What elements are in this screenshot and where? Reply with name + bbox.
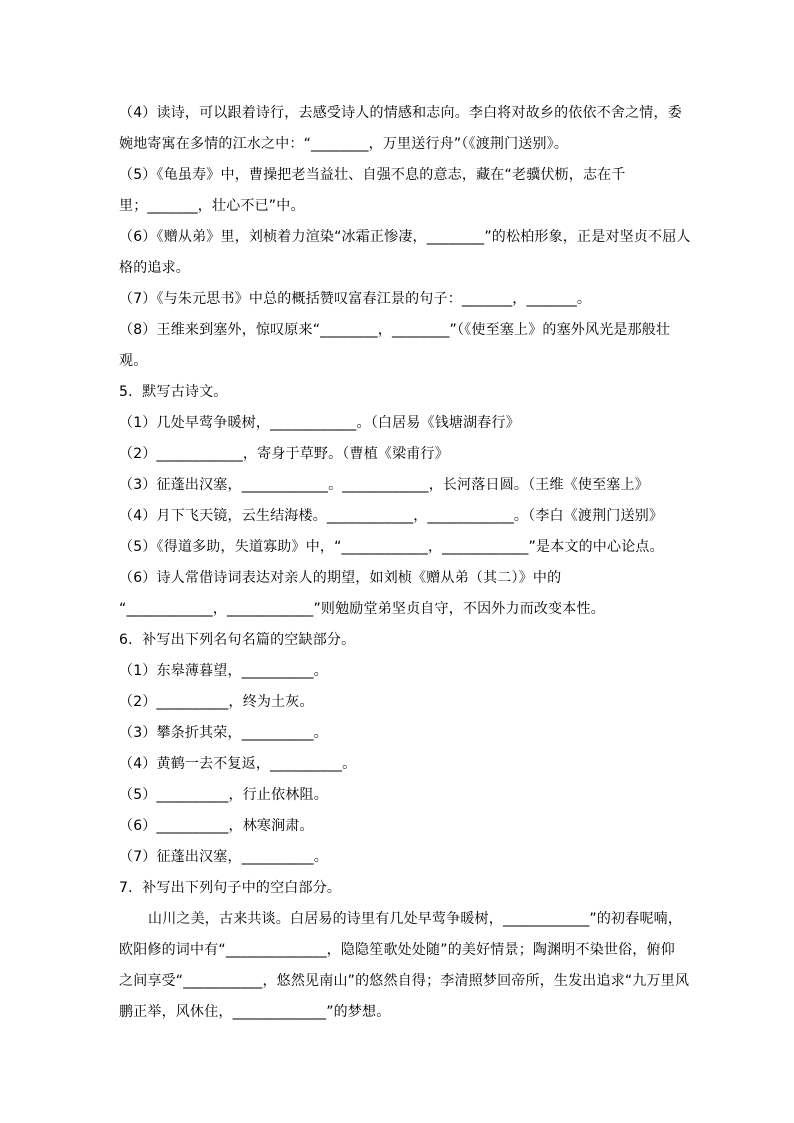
text-line: （2）__________，终为土灰。 [119, 694, 314, 710]
text-line: （5）__________，行止依林阻。 [119, 787, 328, 803]
text-line: （3）攀条折其荣，__________。 [119, 725, 328, 741]
text-line: （7）征蓬出汉塞，__________。 [119, 849, 328, 865]
text-line: （4）月下飞天镜，云生结海楼。____________，____________。（李白《渡荆门送别》 [119, 508, 664, 524]
text-line: （1）几处早莺争暖树，____________。（白居易《钱塘湖春行》 [119, 415, 520, 431]
text-line: 欧阳修的词中有“______________，隐隐笙歌处处随”的美好情景；陶渊明不染世俗，俯仰 [119, 942, 675, 958]
question-heading: 5．默写古诗文。 [119, 384, 228, 400]
paragraph-first-line: 山川之美，古来共谈。白居易的诗里有几处早莺争暖树，____________”的初春呢喃， [148, 911, 683, 927]
text-line: 观。 [119, 353, 148, 369]
text-line: “____________，____________”则勉励堂弟坚贞自守，不因外力而改变本性。 [119, 601, 605, 617]
text-line: （6）诗人常借诗词表达对亲人的期望，如刘桢《赠从弟（其二）》中的 [119, 570, 562, 586]
text-line: 格的追求。 [119, 260, 190, 276]
text-line: 鹏正举，风休住，_____________”的梦想。 [119, 1004, 391, 1020]
text-line: （2）____________，寄身于草野。（曹植《梁甫行》 [119, 446, 449, 462]
text-line: （1）东皋薄暮望，__________。 [119, 663, 328, 679]
text-line: 之间享受“___________，悠然见南山”的悠然自得；李清照梦回帝所，生发出追求“九万里风 [119, 973, 690, 989]
text-line: 里；_______，壮心不已”中。 [119, 198, 305, 214]
text-line: （6）《赠从弟》里，刘桢着力渲染“冰霜正惨凄，________”的松柏形象，正是对坚贞不屈人 [119, 229, 691, 245]
text-line: （8）王维来到塞外，惊叹原来“________，________”（《使至塞上》的塞外风光是那般壮 [119, 322, 671, 338]
text-line: 婉地寄寓在多情的江水之中：“________，万里送行舟”（《渡荆门送别》。 [119, 136, 569, 152]
text-line: （6）__________，林寒涧肃。 [119, 818, 314, 834]
question-heading: 6．补写出下列名句名篇的空缺部分。 [119, 632, 356, 648]
text-line: （4）读诗，可以跟着诗行，去感受诗人的情感和志向。李白将对故乡的依依不舍之情，委 [119, 105, 682, 121]
text-line: （5）《得道多助，失道寡助》中，“____________，____________”是本文的中心论点。 [119, 539, 664, 555]
text-line: （3）征蓬出汉塞，____________。____________，长河落日圆。（王维《使至塞上》 [119, 477, 649, 493]
text-line: （7）《与朱元思书》中总的概括赞叹富春江景的句子：_______，_______。 [119, 291, 592, 307]
document-body [119, 98, 691, 1028]
question-heading: 7．补写出下列句子中的空白部分。 [119, 880, 342, 896]
text-line: （5）《龟虽寿》中，曹操把老当益壮、自强不息的意志，藏在“老骥伏枥，志在千 [119, 167, 626, 183]
text-line: （4）黄鹤一去不复返，__________。 [119, 756, 357, 772]
